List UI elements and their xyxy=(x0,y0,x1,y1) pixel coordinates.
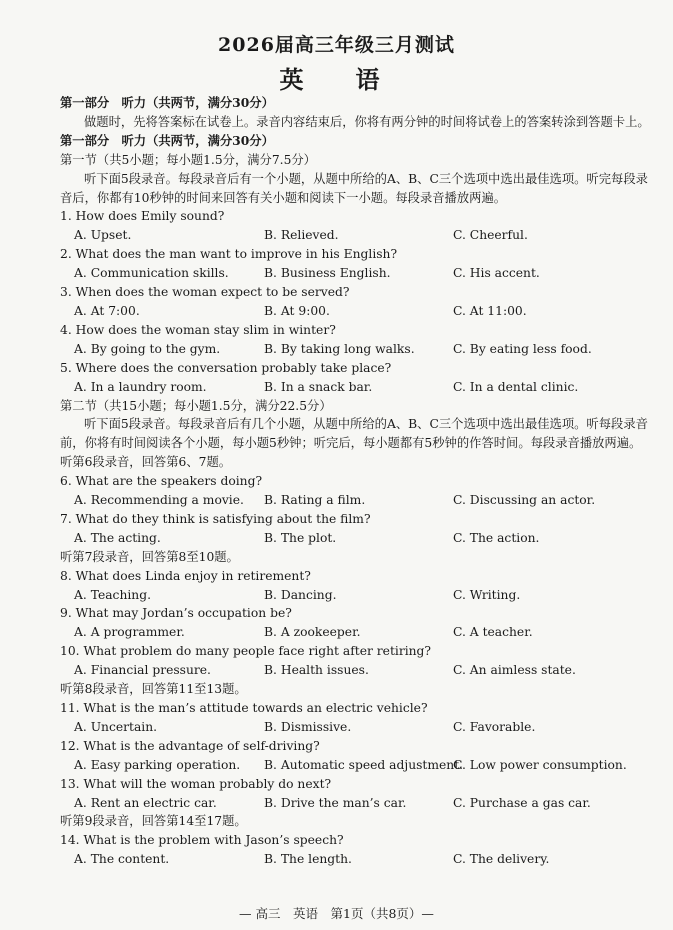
question-block xyxy=(60,775,650,813)
option-b: B. In a snack bar. xyxy=(264,379,373,394)
option-c: C. Low power consumption. xyxy=(453,757,627,772)
question-text: 7. What do they think is satisfying about the film? xyxy=(60,511,371,526)
option-b: B. Drive the man’s car. xyxy=(264,795,407,810)
section1-heading: 第一节（共5小题；每小题1.5分，满分7.5分） xyxy=(60,152,316,167)
question-block xyxy=(60,359,650,397)
section2-instruction: 听下面5段录音。每段录音后有几个小题，从题中所给的A、B、C三个选项中选出最佳选项。听每段录音前，你将有时间阅读各个小题，每小题5秒钟；听完后，每小题都有5秒钟的作答时间。每段录音播放两遍。 xyxy=(60,417,648,451)
page-footer: — 高三 英语 第1页（共8页）— xyxy=(239,906,434,921)
option-c: C. In a dental clinic. xyxy=(453,379,579,394)
question-text: 8. What does Linda enjoy in retirement? xyxy=(60,568,311,583)
option-a: A. Rent an electric car. xyxy=(74,795,217,810)
option-c: C. The delivery. xyxy=(453,852,550,867)
options-row xyxy=(60,623,650,642)
part1-heading: 第一部分 听力（共两节，满分30分） xyxy=(60,95,274,110)
option-b: B. Automatic speed adjustment. xyxy=(264,757,464,772)
question-block xyxy=(60,472,650,510)
option-a: A. Communication skills. xyxy=(74,266,229,281)
option-c: C. Cheerful. xyxy=(453,228,528,243)
section1-instruction: 听下面5段录音。每段录音后有一个小题，从题中所给的A、B、C三个选项中选出最佳选项。听完每段录音后，你都有10秒钟的时间来回答有关小题和阅读下一小题。每段录音播放两遍。 xyxy=(60,171,648,205)
group-intro: 听第7段录音，回答第8至10题。 xyxy=(60,549,239,564)
option-a: A. In a laundry room. xyxy=(74,379,207,394)
options-row xyxy=(60,491,650,510)
options-row xyxy=(60,756,650,775)
option-a: A. A programmer. xyxy=(74,625,185,640)
section2-heading: 第二节（共15小题；每小题1.5分，满分22.5分） xyxy=(60,398,332,413)
group-intro: 听第8段录音，回答第11至13题。 xyxy=(60,682,247,697)
question-text: 9. What may Jordan’s occupation be? xyxy=(60,606,292,621)
question-text: 2. What does the man want to improve in his English? xyxy=(60,247,398,262)
question-text: 12. What is the advantage of self-driving? xyxy=(60,738,320,753)
part1-heading-repeat: 第一部分 听力（共两节，满分30分） xyxy=(60,132,274,148)
question-block xyxy=(60,207,650,245)
options-row xyxy=(60,794,650,813)
options-row xyxy=(60,529,650,548)
options-row xyxy=(60,850,650,869)
option-c: C. By eating less food. xyxy=(453,341,592,356)
option-c: C. His accent. xyxy=(453,266,540,281)
option-c: C. The action. xyxy=(453,530,540,545)
option-c: C. Writing. xyxy=(453,587,521,602)
option-c: C. Purchase a gas car. xyxy=(453,795,591,810)
option-b: B. Relieved. xyxy=(264,228,339,243)
question-block xyxy=(60,737,650,775)
question-text: 11. What is the man’s attitude towards an electric vehicle? xyxy=(60,701,428,715)
option-a: A. Easy parking operation. xyxy=(74,757,241,772)
option-c: C. A teacher. xyxy=(453,625,533,640)
option-b: B. Rating a film. xyxy=(264,493,366,508)
question-block xyxy=(60,567,650,605)
option-a: A. The acting. xyxy=(74,530,161,545)
question-block xyxy=(60,604,650,642)
options-row xyxy=(60,661,650,680)
option-a: A. Financial pressure. xyxy=(74,663,211,678)
question-text: 4. How does the woman stay slim in winter? xyxy=(60,322,336,337)
question-block xyxy=(60,699,650,737)
question-block xyxy=(60,245,650,283)
question-block xyxy=(60,510,650,548)
question-text: 5. Where does the conversation probably take place? xyxy=(60,360,392,375)
question-text: 13. What will the woman probably do next? xyxy=(60,776,332,791)
option-a: A. Recommending a movie. xyxy=(74,493,244,508)
options-row xyxy=(60,718,650,737)
exam-title: 2026届高三年级三月测试 xyxy=(218,34,455,56)
question-text: 10. What problem do many people face right after retiring? xyxy=(60,644,432,659)
option-b: B. Dancing. xyxy=(264,587,337,602)
option-a: A. Teaching. xyxy=(74,587,151,602)
options-row xyxy=(60,302,650,321)
option-c: C. Discussing an actor. xyxy=(453,493,596,508)
options-row xyxy=(60,264,650,283)
options-row xyxy=(60,340,650,359)
options-row xyxy=(60,586,650,605)
option-b: B. At 9:00. xyxy=(264,303,330,318)
options-row xyxy=(60,226,650,245)
option-a: A. At 7:00. xyxy=(74,303,140,318)
option-b: B. The plot. xyxy=(264,530,337,545)
option-a: A. By going to the gym. xyxy=(74,341,221,356)
question-text: 14. What is the problem with Jason’s speech? xyxy=(60,833,344,848)
option-a: A. The content. xyxy=(74,852,170,867)
option-b: B. Business English. xyxy=(264,266,391,281)
question-block xyxy=(60,283,650,321)
group-intro: 听第6段录音，回答第6、7题。 xyxy=(60,455,232,470)
question-block xyxy=(60,321,650,359)
exam-content xyxy=(60,94,650,869)
option-c: C. At 11:00. xyxy=(453,303,527,318)
option-b: B. Health issues. xyxy=(264,663,369,678)
question-text: 1. How does Emily sound? xyxy=(60,209,225,224)
question-block xyxy=(60,831,650,869)
options-row xyxy=(60,378,650,397)
question-text: 6. What are the speakers doing? xyxy=(60,474,263,489)
option-b: B. Dismissive. xyxy=(264,719,352,734)
exam-subject: 英 语 xyxy=(279,65,394,94)
option-c: C. Favorable. xyxy=(453,719,536,734)
question-text: 3. When does the woman expect to be served? xyxy=(60,285,350,300)
option-c: C. An aimless state. xyxy=(453,663,576,678)
option-a: A. Upset. xyxy=(74,228,132,243)
part1-instruction: 做题时，先将答案标在试卷上。录音内容结束后，你将有两分钟的时间将试卷上的答案转涂到答题卡上。 xyxy=(84,114,650,129)
option-b: B. The length. xyxy=(264,852,352,867)
option-b: B. A zookeeper. xyxy=(264,625,361,640)
option-b: B. By taking long walks. xyxy=(264,341,415,356)
group-intro: 听第9段录音，回答第14至17题。 xyxy=(60,814,247,829)
option-a: A. Uncertain. xyxy=(74,719,158,734)
question-block xyxy=(60,642,650,680)
